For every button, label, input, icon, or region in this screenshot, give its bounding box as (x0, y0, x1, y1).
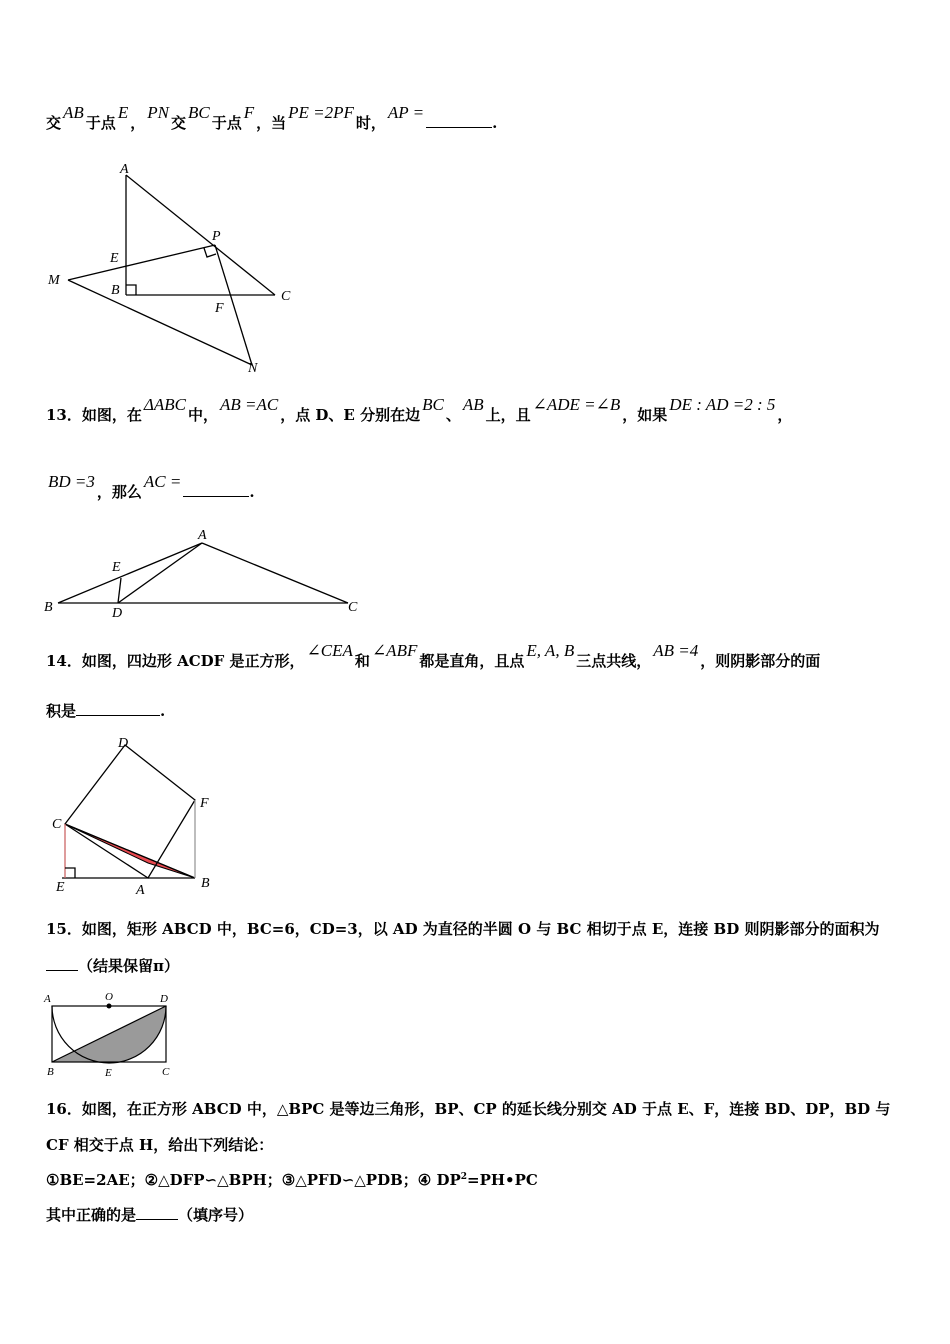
q14-label-e: E (56, 880, 65, 895)
q12-label-p: P (212, 229, 221, 244)
q15-figure (40, 988, 185, 1083)
q15-line-1: 15．如图，矩形 ABCD 中，BC=6，CD=3，以 AD 为直径的半圆 O 与 BC 相切于点 E，连接 BD 则阴影部分的面积为 (46, 920, 880, 938)
q13-label-e: E (112, 560, 121, 575)
q15-label-e: E (105, 1067, 112, 1079)
q12-label-b: B (111, 283, 120, 298)
q15-answer-blank[interactable] (46, 956, 78, 971)
q12-line: 交AB于点E，PN交BC于点F，当PE =2PF时，AP =. (46, 103, 498, 132)
q13-label-b: B (44, 600, 53, 615)
q12-label-e: E (110, 251, 119, 266)
q13-answer-blank[interactable] (183, 482, 249, 497)
q14-figure (40, 735, 230, 900)
q14-answer-blank[interactable] (76, 701, 160, 716)
q16-line-3: ①BE=2AE；②△DFP∽△BPH；③△PFD∽△PDB；④ $DP^2=PH•PC$ (46, 1171, 538, 1189)
q14-label-c: C (52, 817, 62, 832)
q12-figure (40, 160, 310, 375)
q15-label-a: A (44, 993, 51, 1005)
q15-label-b: B (47, 1066, 54, 1078)
q13-label-a: A (198, 528, 207, 543)
q12-label-n: N (248, 361, 258, 376)
q12-label-f: F (215, 301, 224, 316)
q13-line-1: 13．如图，在ΔABC中，AB =AC，点 D、E 分别在边BC、AB上，且∠ADE =∠B，如果DE : AD =2 : 5， (46, 395, 793, 424)
q15-label-d: D (160, 993, 168, 1005)
q13-line-2: BD =3，那么AC =. (48, 472, 255, 501)
q13-label-c: C (348, 600, 358, 615)
q12-answer-blank[interactable] (426, 113, 492, 128)
q15-label-o: O (105, 991, 113, 1003)
q12-label-a: A (120, 162, 129, 177)
q12-label-c: C (281, 289, 291, 304)
q13-label-d: D (112, 606, 123, 621)
q16-line-4: 其中正确的是 （填序号） (46, 1206, 254, 1224)
q14-label-a: A (136, 883, 145, 898)
q14-line-2: 积是 . (46, 702, 166, 720)
q13-figure (40, 525, 370, 625)
q16-answer-blank[interactable] (136, 1205, 178, 1220)
q16-line-1: 16．如图，在正方形 ABCD 中，△BPC 是等边三角形，BP、CP 的延长线分别交 AD 于点 E、F，连接 BD、DP，BD 与 (46, 1100, 891, 1118)
q14-line-1: 14．如图，四边形 ACDF 是正方形，∠CEA和∠ABF都是直角，且点E, A, B三点共线，AB =4，则阴影部分的面 (46, 641, 821, 670)
q14-label-d: D (118, 736, 129, 751)
q15-line-2: （结果保留π） (46, 955, 179, 976)
q14-label-b: B (201, 876, 210, 891)
q14-label-f: F (200, 796, 209, 811)
q16-line-2: CF 相交于点 H，给出下列结论： (46, 1136, 274, 1154)
q12-label-m: M (48, 273, 60, 288)
q15-label-c: C (162, 1066, 170, 1078)
